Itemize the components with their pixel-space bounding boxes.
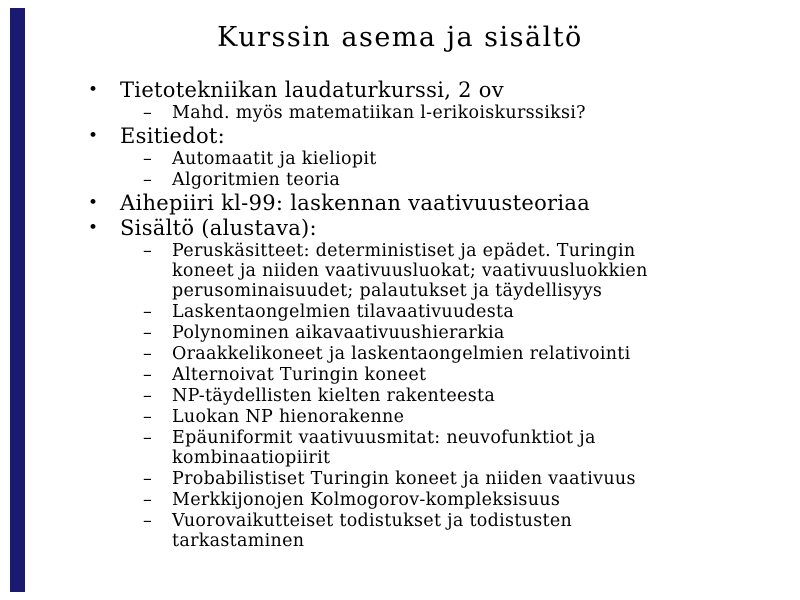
sub-bullet-text: Alternoivat Turingin koneet bbox=[172, 365, 427, 385]
bullet-marker: • bbox=[88, 126, 99, 146]
dash-marker: – bbox=[143, 241, 153, 261]
dash-marker: – bbox=[143, 407, 153, 427]
sub-bullet-item bbox=[0, 511, 660, 551]
sub-bullet-text: Epäuniformit vaativuusmitat: neuvofunktiot ja kombinaatiopiirit bbox=[172, 428, 596, 468]
sub-bullet-item bbox=[0, 407, 660, 427]
dash-marker: – bbox=[143, 386, 153, 406]
sub-bullet-item bbox=[0, 490, 660, 510]
sub-bullet-text: NP-täydellisten kielten rakenteesta bbox=[172, 386, 496, 406]
sub-bullet-item bbox=[0, 323, 660, 343]
sub-bullet-text: Algoritmien teoria bbox=[172, 170, 341, 190]
sub-bullet-item bbox=[0, 469, 660, 489]
dash-marker: – bbox=[143, 170, 153, 190]
sub-bullet-text: Probabilistiset Turingin koneet ja niiden vaativuus bbox=[172, 469, 636, 489]
sub-bullet-text: Mahd. myös matematiikan l-erikoiskurssiksi? bbox=[172, 103, 586, 123]
sub-bullet-text: Merkkijonojen Kolmogorov-kompleksisuus bbox=[172, 490, 561, 510]
sub-bullet-text: Laskentaongelmien tilavaativuudesta bbox=[172, 302, 515, 322]
sub-bullet-item bbox=[0, 170, 660, 190]
bullet-text: Tietotekniikan laudaturkurssi, 2 ov bbox=[120, 78, 504, 102]
dash-marker: – bbox=[143, 302, 153, 322]
sub-bullet-text: Polynominen aikavaativuushierarkia bbox=[172, 323, 505, 343]
bullet-text: Sisältö (alustava): bbox=[120, 216, 317, 240]
dash-marker: – bbox=[143, 323, 153, 343]
sub-bullet-text: Automaatit ja kieliopit bbox=[172, 149, 377, 169]
sub-bullet-text: Peruskäsitteet: deterministiset ja epädet. Turingin koneet ja niiden vaativuusluokat; vaativuusluokkien perusominaisuudet; palautukset ja täydellisyys bbox=[172, 241, 648, 301]
bullet-list bbox=[0, 77, 660, 551]
sub-bullet-item bbox=[0, 428, 660, 468]
sub-bullet-item bbox=[0, 344, 660, 364]
sub-bullet-item bbox=[0, 149, 660, 169]
bullet-marker: • bbox=[88, 80, 99, 100]
dash-marker: – bbox=[143, 469, 153, 489]
dash-marker: – bbox=[143, 365, 153, 385]
bullet-text: Esitiedot: bbox=[120, 124, 226, 148]
dash-marker: – bbox=[143, 490, 153, 510]
dash-marker: – bbox=[143, 511, 153, 531]
dash-marker: – bbox=[143, 149, 153, 169]
sub-bullet-text: Luokan NP hienorakenne bbox=[172, 407, 405, 427]
slide-title: Kurssin asema ja sisältö bbox=[217, 22, 583, 53]
sub-bullet-item bbox=[0, 302, 660, 322]
sub-bullet-text: Oraakkelikoneet ja laskentaongelmien relativointi bbox=[172, 344, 631, 364]
bullet-item bbox=[0, 124, 660, 148]
sub-bullet-item bbox=[0, 386, 660, 406]
dash-marker: – bbox=[143, 428, 153, 448]
bullet-marker: • bbox=[88, 193, 99, 213]
bullet-text: Aihepiiri kl-99: laskennan vaativuusteoriaa bbox=[120, 191, 591, 215]
sub-bullet-item bbox=[0, 103, 660, 123]
sub-bullet-text: Vuorovaikutteiset todistukset ja todistusten tarkastaminen bbox=[172, 511, 573, 551]
bullet-item bbox=[0, 78, 660, 102]
dash-marker: – bbox=[143, 344, 153, 364]
sub-bullet-item bbox=[0, 241, 660, 301]
bullet-item bbox=[0, 191, 660, 215]
dash-marker: – bbox=[143, 103, 153, 123]
bullet-item bbox=[0, 216, 660, 240]
sub-bullet-item bbox=[0, 365, 660, 385]
bullet-marker: • bbox=[88, 218, 99, 238]
